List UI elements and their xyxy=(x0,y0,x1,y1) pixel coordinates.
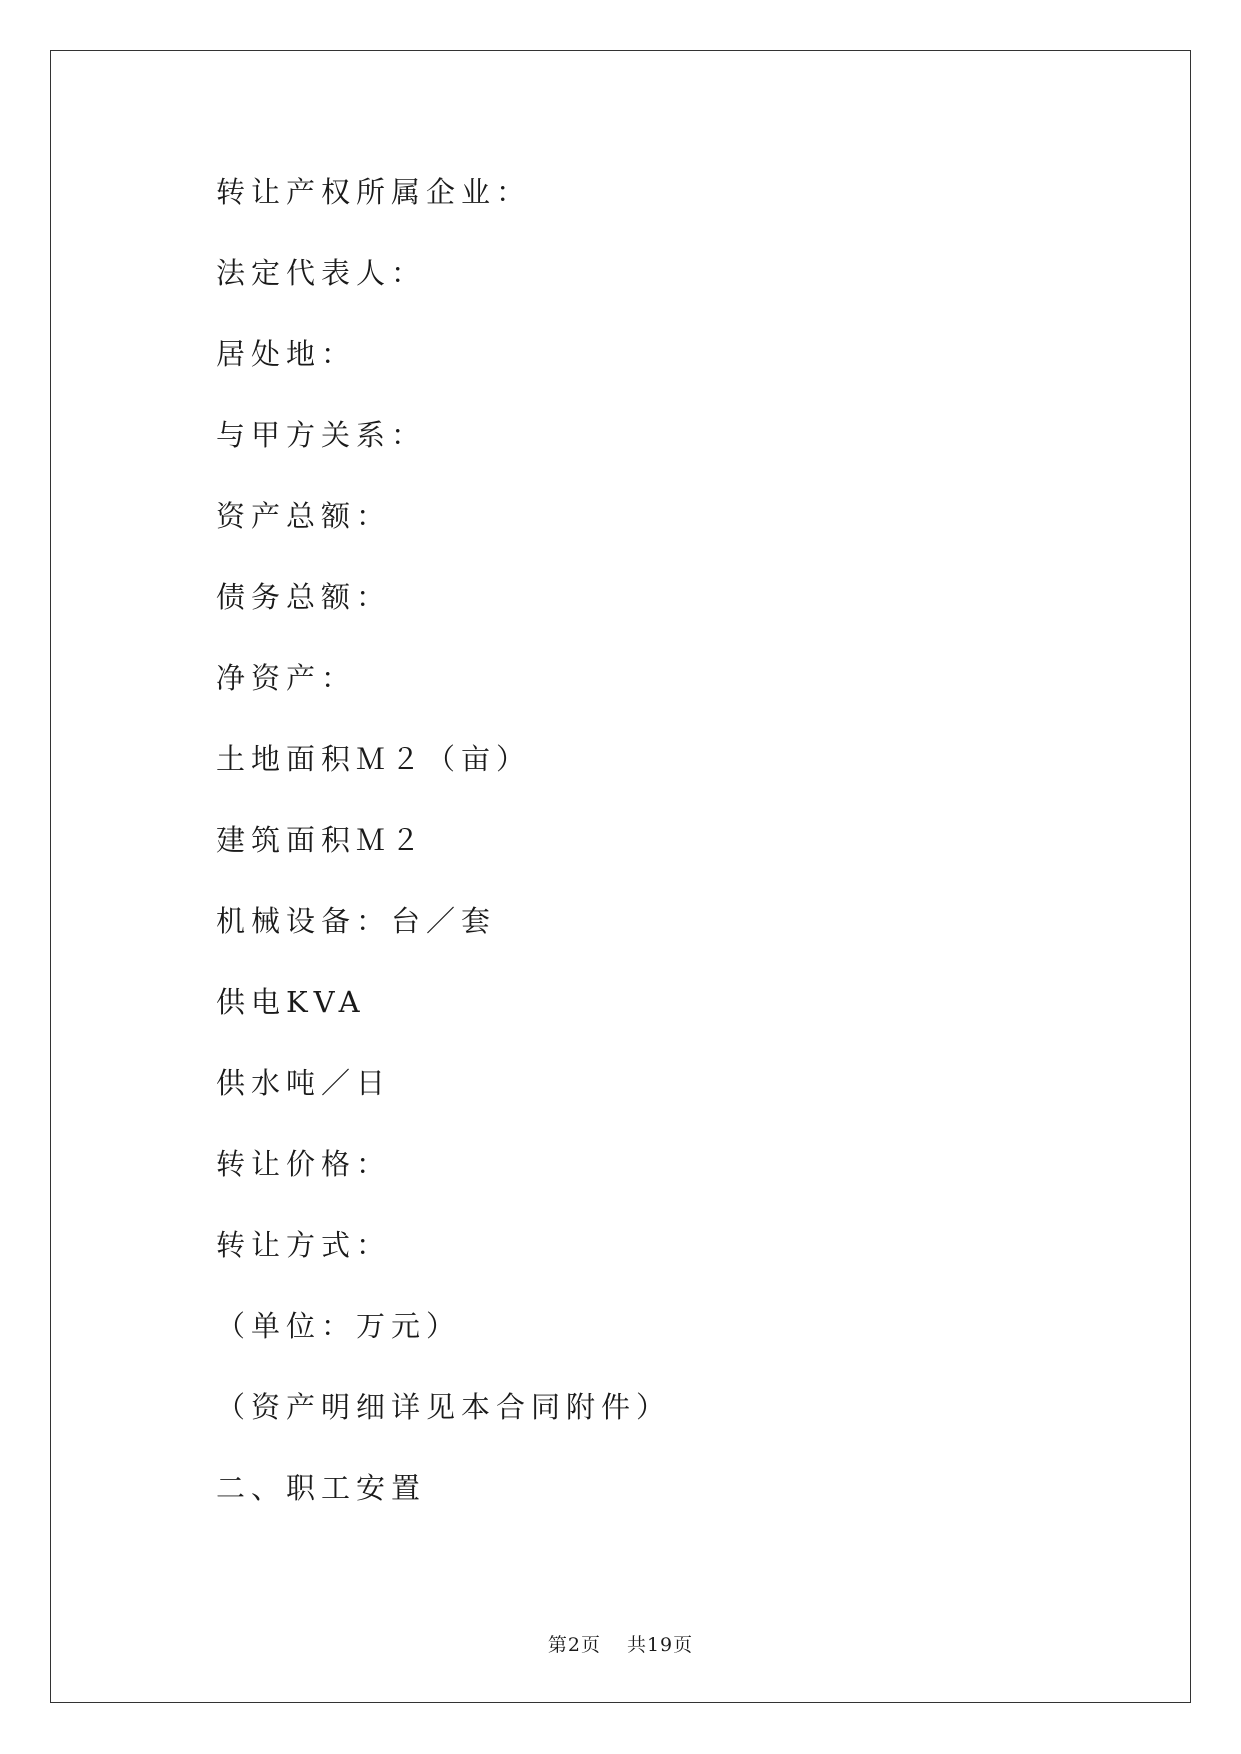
field-residence: 居处地： xyxy=(216,337,357,371)
section-heading-staff: 二、职工安置 xyxy=(216,1471,427,1505)
field-legal-representative: 法定代表人： xyxy=(216,256,427,290)
field-transfer-enterprise: 转让产权所属企业： xyxy=(216,175,532,209)
field-transfer-price: 转让价格： xyxy=(216,1147,392,1181)
field-relation-party-a: 与甲方关系： xyxy=(216,418,427,452)
field-net-assets: 净资产： xyxy=(216,661,357,695)
note-unit: （单位：万元） xyxy=(216,1309,462,1343)
field-transfer-method: 转让方式： xyxy=(216,1228,392,1262)
field-land-area: 土地面积Ｍ２（亩） xyxy=(216,742,532,776)
field-building-area: 建筑面积Ｍ２ xyxy=(216,823,427,857)
field-power-supply: 供电KVA xyxy=(216,985,366,1019)
field-total-debt: 债务总额： xyxy=(216,580,392,614)
field-machinery: 机械设备：台／套 xyxy=(216,904,497,938)
page-border xyxy=(50,50,1191,1703)
page-total: 共19页 xyxy=(626,1634,694,1656)
field-water-supply: 供水吨／日 xyxy=(216,1066,392,1100)
field-total-assets: 资产总额： xyxy=(216,499,392,533)
page-footer xyxy=(0,1630,1241,1657)
note-asset-detail: （资产明细详见本合同附件） xyxy=(216,1390,672,1424)
page-number: 第2页 xyxy=(547,1634,601,1656)
